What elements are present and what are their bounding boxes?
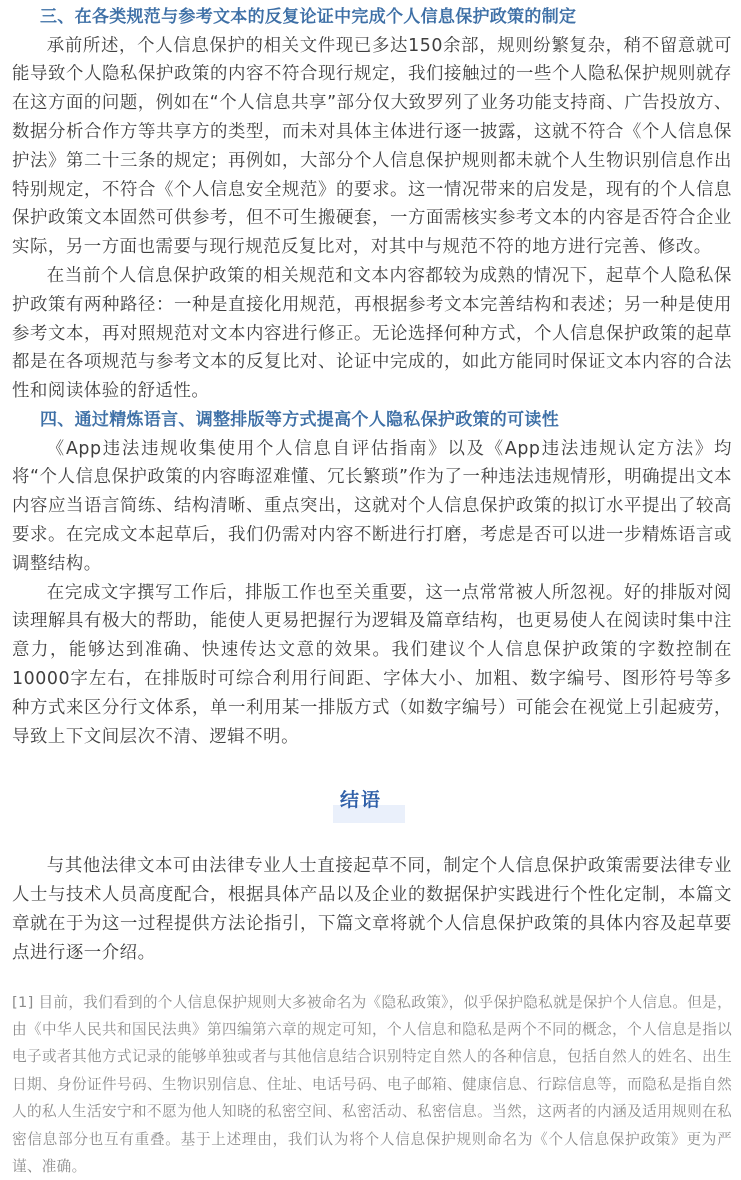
section-heading-3: 三、在各类规范与参考文本的反复论证中完成个人信息保护政策的制定 xyxy=(12,3,732,32)
section-3-paragraph-2: 在当前个人信息保护政策的相关规范和文本内容都较为成熟的情况下，起草个人隐私保护政策有两种路径：一种是直接化用规范，再根据参考文本完善结构和表述；另一种是使用参考文本，再对照规范对文本内容进行修正。无论选择何种方式，个人信息保护政策的起草都是在各项规范与参考文本的反复比对、论证中完成的，如此方能同时保证文本内容的合法性和阅读体验的舒适性。 xyxy=(12,262,732,406)
conclusion-paragraph: 与其他法律文本可由法律专业人士直接起草不同，制定个人信息保护政策需要法律专业人士与技术人员高度配合，根据具体产品以及企业的数据保护实践进行个性化定制，本篇文章就在于为这一过程提供方法论指引，下篇文章将就个人信息保护政策的具体内容及起草要点进行逐一介绍。 xyxy=(12,852,732,967)
conclusion-title: 结语 xyxy=(340,788,382,812)
article-body xyxy=(12,3,732,1180)
section-heading-4: 四、通过精炼语言、调整排版等方式提高个人隐私保护政策的可读性 xyxy=(12,406,732,435)
conclusion-heading-block xyxy=(12,751,732,837)
footnote-1: [1] 目前，我们看到的个人信息保护规则大多被命名为《隐私政策》，似乎保护隐私就是保护个人信息。但是，由《中华人民共和国民法典》第四编第六章的规定可知，个人信息和隐私是两个不同的概念，个人信息是指以电子或者其他方式记录的能够单独或者与其他信息结合识别特定自然人的各种信息，包括自然人的姓名、出生日期、身份证件号码、生物识别信息、住址、电话号码、电子邮箱、健康信息、行踪信息等，而隐私是指自然人的私人生活安宁和不愿为他人知晓的私密空间、私密活动、私密信息。当然，这两者的内涵及适用规则在私密信息部分也互有重叠。基于上述理由，我们认为将个人信息保护规则命名为《个人信息保护政策》更为严谨、准确。 xyxy=(12,989,732,1180)
section-4-paragraph-2: 在完成文字撰写工作后，排版工作也至关重要，这一点常常被人所忽视。好的排版对阅读理解具有极大的帮助，能使人更易把握行为逻辑及篇章结构，也更易使人在阅读时集中注意力，能够达到准确、快速传达文意的效果。我们建议个人信息保护政策的字数控制在10000字左右，在排版时可综合利用行间距、字体大小、加粗、数字编号、图形符号等多种方式来区分行文体系，单一利用某一排版方式（如数字编号）可能会在视觉上引起疲劳，导致上下文间层次不清、逻辑不明。 xyxy=(12,579,732,752)
section-3-paragraph-1: 承前所述，个人信息保护的相关文件现已多达150余部，规则纷繁复杂，稍不留意就可能导致个人隐私保护政策的内容不符合现行规定，我们接触过的一些个人隐私保护规则就存在这方面的问题，例如在“个人信息共享”部分仅大致罗列了业务功能支持商、广告投放方、数据分析合作方等共享方的类型，而未对具体主体进行逐一披露，这就不符合《个人信息保护法》第二十三条的规定；再例如，大部分个人信息保护规则都未就个人生物识别信息作出特别规定，不符合《个人信息安全规范》的要求。这一情况带来的启发是，现有的个人信息保护政策文本固然可供参考，但不可生搬硬套，一方面需核实参考文本的内容是否符合企业实际，另一方面也需要与现行规范反复比对，对其中与规范不符的地方进行完善、修改。 xyxy=(12,32,732,262)
section-4-paragraph-1: 《App违法违规收集使用个人信息自评估指南》以及《App违法违规认定方法》均将“个人信息保护政策的内容晦涩难懂、冗长繁琐”作为了一种违法违规情形，明确提出文本内容应当语言简练、结构清晰、重点突出，这就对个人信息保护政策的拟订水平提出了较高要求。在完成文本起草后，我们仍需对内容不断进行打磨，考虑是否可以进一步精炼语言或调整结构。 xyxy=(12,435,732,579)
